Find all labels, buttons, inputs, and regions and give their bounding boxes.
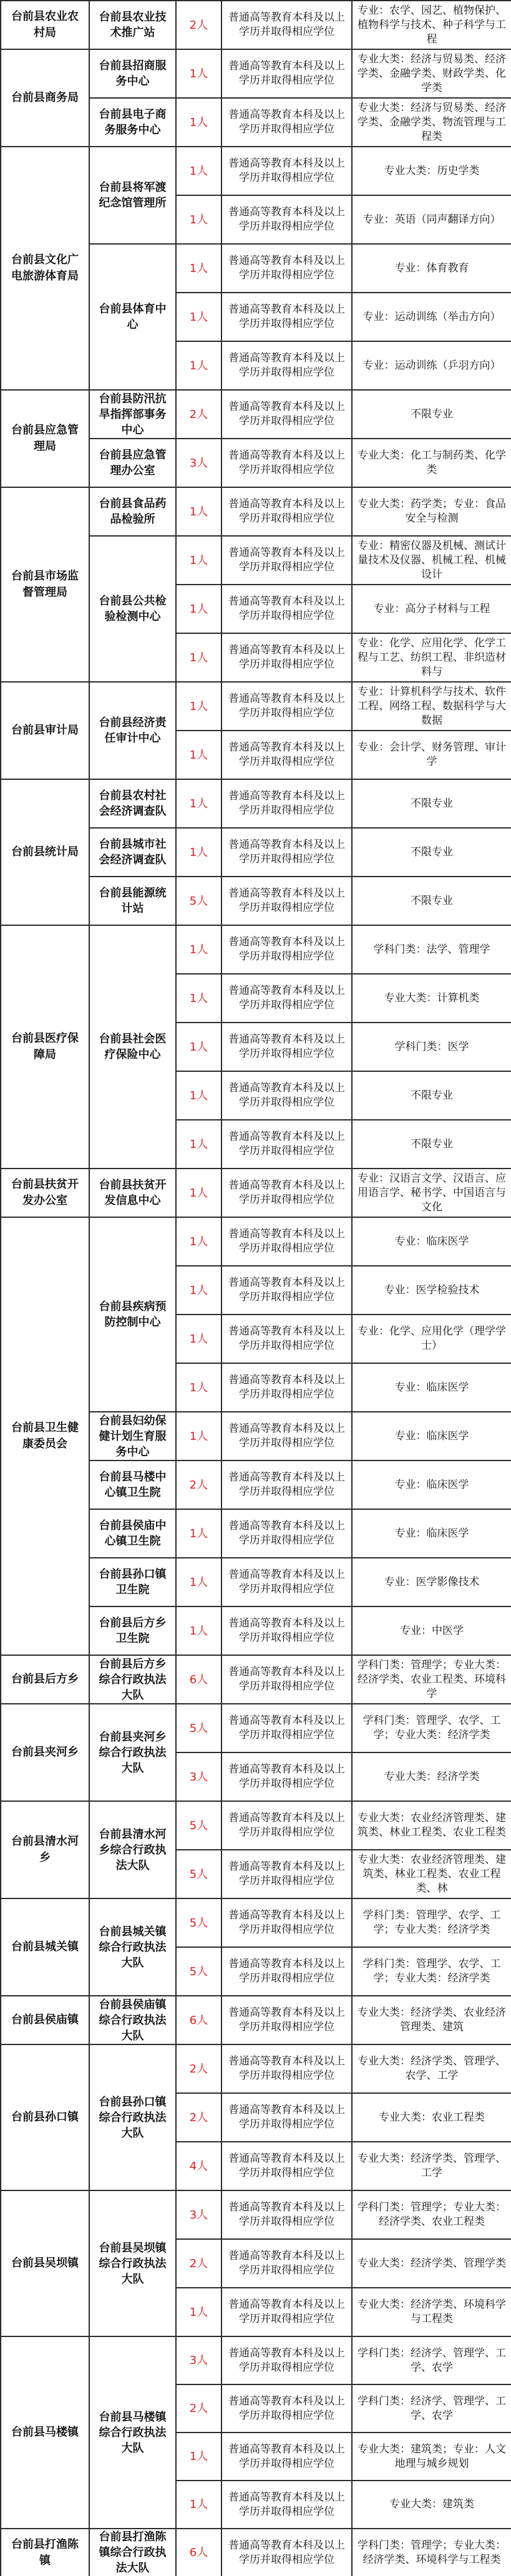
table-row bbox=[1, 147, 511, 195]
department-cell: 台前县文化广电旅游体育局 bbox=[1, 147, 89, 390]
unit-cell: 台前县妇幼保健计划生育服务中心 bbox=[89, 1412, 176, 1461]
headcount-cell: 6人 bbox=[176, 1996, 221, 2044]
major-cell: 专业：精密仪器及机械、测试计量技术及仪器、机械工程、机械设计 bbox=[352, 536, 511, 585]
department-cell: 台前县卫生健康委员会 bbox=[1, 1217, 89, 1655]
education-cell: 普通高等教育本科及以上学历并取得相应学位 bbox=[221, 2142, 352, 2190]
major-cell: 专业：计算机科学与技术、软件工程、网络工程、数据科学与大数据 bbox=[352, 682, 511, 731]
unit-cell: 台前县农村社会经济调查队 bbox=[89, 779, 176, 828]
education-cell: 普通高等教育本科及以上学历并取得相应学位 bbox=[221, 1558, 352, 1606]
table-row bbox=[1, 1704, 511, 1752]
education-cell: 普通高等教育本科及以上学历并取得相应学位 bbox=[221, 1315, 352, 1363]
department-cell: 台前县医疗保障局 bbox=[1, 925, 89, 1169]
headcount-cell: 6人 bbox=[176, 1655, 221, 1704]
major-cell: 专业：高分子材料与工程 bbox=[352, 585, 511, 633]
major-cell: 专业：中医学 bbox=[352, 1606, 511, 1655]
unit-cell: 台前县疾病预防控制中心 bbox=[89, 1217, 176, 1412]
education-cell: 普通高等教育本科及以上学历并取得相应学位 bbox=[221, 877, 352, 925]
education-cell: 普通高等教育本科及以上学历并取得相应学位 bbox=[221, 1412, 352, 1461]
major-cell: 专业大类：化工与制药类、化学类 bbox=[352, 439, 511, 487]
headcount-cell: 1人 bbox=[176, 633, 221, 682]
education-cell: 普通高等教育本科及以上学历并取得相应学位 bbox=[221, 1704, 352, 1752]
unit-cell: 台前县马楼中心镇卫生院 bbox=[89, 1461, 176, 1509]
unit-cell: 台前县后方乡卫生院 bbox=[89, 1606, 176, 1655]
major-cell: 专业：体育教育 bbox=[352, 244, 511, 293]
headcount-cell: 5人 bbox=[176, 1801, 221, 1850]
education-cell: 普通高等教育本科及以上学历并取得相应学位 bbox=[221, 2336, 352, 2384]
major-cell: 专业大类：经济学类、环境科学与工程类 bbox=[352, 2288, 511, 2336]
department-cell: 台前县吴坝镇 bbox=[1, 2190, 89, 2336]
education-cell: 普通高等教育本科及以上学历并取得相应学位 bbox=[221, 195, 352, 244]
headcount-cell: 1人 bbox=[176, 779, 221, 828]
education-cell: 普通高等教育本科及以上学历并取得相应学位 bbox=[221, 1071, 352, 1120]
major-cell: 专业：医学检验技术 bbox=[352, 1266, 511, 1315]
major-cell: 不限专业 bbox=[352, 779, 511, 828]
education-cell: 普通高等教育本科及以上学历并取得相应学位 bbox=[221, 439, 352, 487]
table-row bbox=[1, 682, 511, 731]
education-cell: 普通高等教育本科及以上学历并取得相应学位 bbox=[221, 1655, 352, 1704]
major-cell: 专业：临床医学 bbox=[352, 1412, 511, 1461]
headcount-cell: 1人 bbox=[176, 1509, 221, 1558]
unit-cell: 台前县农业技术推广站 bbox=[89, 1, 176, 49]
major-cell: 不限专业 bbox=[352, 828, 511, 877]
education-cell: 普通高等教育本科及以上学历并取得相应学位 bbox=[221, 390, 352, 439]
unit-cell: 台前县防汛抗旱指挥部事务中心 bbox=[89, 390, 176, 439]
headcount-cell: 1人 bbox=[176, 487, 221, 536]
education-cell: 普通高等教育本科及以上学历并取得相应学位 bbox=[221, 585, 352, 633]
education-cell: 普通高等教育本科及以上学历并取得相应学位 bbox=[221, 2288, 352, 2336]
table-row bbox=[1, 2529, 511, 2576]
headcount-cell: 3人 bbox=[176, 2336, 221, 2384]
table-body bbox=[1, 1, 511, 2576]
headcount-cell: 1人 bbox=[176, 2288, 221, 2336]
education-cell: 普通高等教育本科及以上学历并取得相应学位 bbox=[221, 49, 352, 98]
table-row bbox=[1, 1898, 511, 1947]
unit-cell: 台前县孙口镇综合行政执法大队 bbox=[89, 2044, 176, 2190]
headcount-cell: 1人 bbox=[176, 2433, 221, 2481]
headcount-cell: 3人 bbox=[176, 2190, 221, 2239]
headcount-cell: 1人 bbox=[176, 1120, 221, 1169]
education-cell: 普通高等教育本科及以上学历并取得相应学位 bbox=[221, 1801, 352, 1850]
education-cell: 普通高等教育本科及以上学历并取得相应学位 bbox=[221, 1363, 352, 1412]
education-cell: 普通高等教育本科及以上学历并取得相应学位 bbox=[221, 341, 352, 390]
department-cell: 台前县侯庙镇 bbox=[1, 1996, 89, 2044]
major-cell: 专业：运动训练（乒羽方向） bbox=[352, 341, 511, 390]
education-cell: 普通高等教育本科及以上学历并取得相应学位 bbox=[221, 1266, 352, 1315]
department-cell: 台前县农业农村局 bbox=[1, 1, 89, 49]
education-cell: 普通高等教育本科及以上学历并取得相应学位 bbox=[221, 1509, 352, 1558]
department-cell: 台前县市场监督管理局 bbox=[1, 487, 89, 682]
headcount-cell: 1人 bbox=[176, 2481, 221, 2529]
headcount-cell: 2人 bbox=[176, 1461, 221, 1509]
unit-cell: 台前县吴坝镇综合行政执法大队 bbox=[89, 2190, 176, 2336]
headcount-cell: 1人 bbox=[176, 147, 221, 195]
education-cell: 普通高等教育本科及以上学历并取得相应学位 bbox=[221, 1169, 352, 1217]
headcount-cell: 1人 bbox=[176, 682, 221, 731]
headcount-cell: 1人 bbox=[176, 1071, 221, 1120]
department-cell: 台前县打渔陈镇 bbox=[1, 2529, 89, 2576]
table-row bbox=[1, 1217, 511, 1266]
major-cell: 专业：临床医学 bbox=[352, 1509, 511, 1558]
headcount-cell: 2人 bbox=[176, 2239, 221, 2288]
education-cell: 普通高等教育本科及以上学历并取得相应学位 bbox=[221, 1898, 352, 1947]
headcount-cell: 5人 bbox=[176, 1947, 221, 1996]
major-cell: 专业大类：经济学类、管理学、工学 bbox=[352, 2142, 511, 2190]
unit-cell: 台前县体育中心 bbox=[89, 244, 176, 390]
table-row bbox=[1, 1801, 511, 1850]
education-cell: 普通高等教育本科及以上学历并取得相应学位 bbox=[221, 1023, 352, 1071]
education-cell: 普通高等教育本科及以上学历并取得相应学位 bbox=[221, 1947, 352, 1996]
headcount-cell: 2人 bbox=[176, 2384, 221, 2433]
headcount-cell: 1人 bbox=[176, 1169, 221, 1217]
education-cell: 普通高等教育本科及以上学历并取得相应学位 bbox=[221, 1, 352, 49]
unit-cell: 台前县侯庙镇综合行政执法大队 bbox=[89, 1996, 176, 2044]
major-cell: 学科门类：管理学、农学、工学；专业大类：经济学类 bbox=[352, 1947, 511, 1996]
education-cell: 普通高等教育本科及以上学历并取得相应学位 bbox=[221, 828, 352, 877]
major-cell: 专业大类：农业经济管理类、建筑类、林业工程类、农业工程类、林 bbox=[352, 1850, 511, 1898]
headcount-cell: 1人 bbox=[176, 585, 221, 633]
unit-cell: 台前县公共检验检测中心 bbox=[89, 536, 176, 682]
headcount-cell: 1人 bbox=[176, 244, 221, 293]
education-cell: 普通高等教育本科及以上学历并取得相应学位 bbox=[221, 2384, 352, 2433]
major-cell: 学科门类：法学、管理学 bbox=[352, 925, 511, 974]
department-cell: 台前县统计局 bbox=[1, 779, 89, 925]
headcount-cell: 6人 bbox=[176, 2529, 221, 2576]
education-cell: 普通高等教育本科及以上学历并取得相应学位 bbox=[221, 2190, 352, 2239]
table-row bbox=[1, 49, 511, 98]
headcount-cell: 1人 bbox=[176, 1315, 221, 1363]
education-cell: 普通高等教育本科及以上学历并取得相应学位 bbox=[221, 1996, 352, 2044]
headcount-cell: 4人 bbox=[176, 2142, 221, 2190]
unit-cell: 台前县侯庙中心镇卫生院 bbox=[89, 1509, 176, 1558]
education-cell: 普通高等教育本科及以上学历并取得相应学位 bbox=[221, 2093, 352, 2142]
major-cell: 专业：会计学、财务管理、审计学 bbox=[352, 731, 511, 779]
major-cell: 专业大类：经济与贸易类、经济学类、金融学类、物流管理与工程类 bbox=[352, 98, 511, 147]
table-row bbox=[1, 1655, 511, 1704]
major-cell: 学科门类：经济学、管理学、工学、农学 bbox=[352, 2384, 511, 2433]
major-cell: 专业：临床医学 bbox=[352, 1363, 511, 1412]
major-cell: 专业：英语（同声翻译方向） bbox=[352, 195, 511, 244]
education-cell: 普通高等教育本科及以上学历并取得相应学位 bbox=[221, 1752, 352, 1801]
education-cell: 普通高等教育本科及以上学历并取得相应学位 bbox=[221, 2239, 352, 2288]
headcount-cell: 1人 bbox=[176, 341, 221, 390]
major-cell: 专业：农学、园艺、植物保护、植物科学与技术、种子科学与工程 bbox=[352, 1, 511, 49]
major-cell: 专业大类：经济学类、农业经济管理类、建筑 bbox=[352, 1996, 511, 2044]
education-cell: 普通高等教育本科及以上学历并取得相应学位 bbox=[221, 98, 352, 147]
headcount-cell: 5人 bbox=[176, 1898, 221, 1947]
education-cell: 普通高等教育本科及以上学历并取得相应学位 bbox=[221, 2529, 352, 2576]
education-cell: 普通高等教育本科及以上学历并取得相应学位 bbox=[221, 731, 352, 779]
headcount-cell: 5人 bbox=[176, 877, 221, 925]
major-cell: 学科门类：管理学、农学、工学；专业大类：经济学类 bbox=[352, 1704, 511, 1752]
unit-cell: 台前县城关镇综合行政执法大队 bbox=[89, 1898, 176, 1996]
unit-cell: 台前县清水河乡综合行政执法大队 bbox=[89, 1801, 176, 1898]
unit-cell: 台前县食品药品检验所 bbox=[89, 487, 176, 536]
headcount-cell: 1人 bbox=[176, 195, 221, 244]
table-row bbox=[1, 2190, 511, 2239]
headcount-cell: 1人 bbox=[176, 1023, 221, 1071]
unit-cell: 台前县经济责任审计中心 bbox=[89, 682, 176, 779]
headcount-cell: 1人 bbox=[176, 1412, 221, 1461]
education-cell: 普通高等教育本科及以上学历并取得相应学位 bbox=[221, 536, 352, 585]
education-cell: 普通高等教育本科及以上学历并取得相应学位 bbox=[221, 633, 352, 682]
department-cell: 台前县应急管理局 bbox=[1, 390, 89, 487]
major-cell: 不限专业 bbox=[352, 390, 511, 439]
department-cell: 台前县夹河乡 bbox=[1, 1704, 89, 1801]
headcount-cell: 1人 bbox=[176, 98, 221, 147]
table-row bbox=[1, 779, 511, 828]
department-cell: 台前县商务局 bbox=[1, 49, 89, 147]
major-cell: 专业大类：建筑类；专业：人文地理与城乡规划 bbox=[352, 2433, 511, 2481]
major-cell: 学科门类：管理学；专业大类：经济学类、环境科学与工程类 bbox=[352, 2529, 511, 2576]
unit-cell: 台前县城市社会经济调查队 bbox=[89, 828, 176, 877]
major-cell: 专业大类：经济学类、管理学、农学、工学 bbox=[352, 2044, 511, 2093]
major-cell: 专业大类：农业经济管理类、建筑类、林业工程类、农业工程类 bbox=[352, 1801, 511, 1850]
education-cell: 普通高等教育本科及以上学历并取得相应学位 bbox=[221, 293, 352, 341]
department-cell: 台前县城关镇 bbox=[1, 1898, 89, 1996]
education-cell: 普通高等教育本科及以上学历并取得相应学位 bbox=[221, 2044, 352, 2093]
major-cell: 专业：汉语言文学、汉语言、应用语言学、秘书学、中国语言与文化 bbox=[352, 1169, 511, 1217]
department-cell: 台前县后方乡 bbox=[1, 1655, 89, 1704]
headcount-cell: 3人 bbox=[176, 1752, 221, 1801]
major-cell: 专业大类：药学类；专业：食品安全与检测 bbox=[352, 487, 511, 536]
major-cell: 专业：化学、应用化学（理学学士） bbox=[352, 1315, 511, 1363]
education-cell: 普通高等教育本科及以上学历并取得相应学位 bbox=[221, 925, 352, 974]
major-cell: 不限专业 bbox=[352, 1071, 511, 1120]
major-cell: 专业：临床医学 bbox=[352, 1217, 511, 1266]
major-cell: 不限专业 bbox=[352, 1120, 511, 1169]
department-cell: 台前县审计局 bbox=[1, 682, 89, 779]
headcount-cell: 2人 bbox=[176, 390, 221, 439]
headcount-cell: 5人 bbox=[176, 1704, 221, 1752]
headcount-cell: 1人 bbox=[176, 1266, 221, 1315]
headcount-cell: 1人 bbox=[176, 1606, 221, 1655]
table-row bbox=[1, 1169, 511, 1217]
unit-cell: 台前县夹河乡综合行政执法大队 bbox=[89, 1704, 176, 1801]
education-cell: 普通高等教育本科及以上学历并取得相应学位 bbox=[221, 1217, 352, 1266]
education-cell: 普通高等教育本科及以上学历并取得相应学位 bbox=[221, 2481, 352, 2529]
education-cell: 普通高等教育本科及以上学历并取得相应学位 bbox=[221, 779, 352, 828]
major-cell: 学科门类：管理学；专业大类：经济学类、农业工程类、环境科学 bbox=[352, 1655, 511, 1704]
unit-cell: 台前县后方乡综合行政执法大队 bbox=[89, 1655, 176, 1704]
education-cell: 普通高等教育本科及以上学历并取得相应学位 bbox=[221, 147, 352, 195]
headcount-cell: 1人 bbox=[176, 731, 221, 779]
department-cell: 台前县清水河乡 bbox=[1, 1801, 89, 1898]
major-cell: 专业：临床医学 bbox=[352, 1461, 511, 1509]
table-row bbox=[1, 1996, 511, 2044]
department-cell: 台前县马楼镇 bbox=[1, 2336, 89, 2529]
major-cell: 专业大类：建筑类 bbox=[352, 2481, 511, 2529]
headcount-cell: 2人 bbox=[176, 2093, 221, 2142]
major-cell: 专业大类：经济学类 bbox=[352, 1752, 511, 1801]
department-cell: 台前县孙口镇 bbox=[1, 2044, 89, 2190]
education-cell: 普通高等教育本科及以上学历并取得相应学位 bbox=[221, 1461, 352, 1509]
unit-cell: 台前县扶贫开发信息中心 bbox=[89, 1169, 176, 1217]
major-cell: 学科门类：经济学、管理学、工学、农学 bbox=[352, 2336, 511, 2384]
table-row bbox=[1, 390, 511, 439]
education-cell: 普通高等教育本科及以上学历并取得相应学位 bbox=[221, 487, 352, 536]
headcount-cell: 1人 bbox=[176, 536, 221, 585]
headcount-cell: 2人 bbox=[176, 1, 221, 49]
major-cell: 专业大类：经济学类、管理学类 bbox=[352, 2239, 511, 2288]
department-cell: 台前县扶贫开发办公室 bbox=[1, 1169, 89, 1217]
table-row bbox=[1, 2044, 511, 2093]
major-cell: 专业：运动训练（举击方向） bbox=[352, 293, 511, 341]
headcount-cell: 2人 bbox=[176, 2044, 221, 2093]
major-cell: 专业大类：历史学类 bbox=[352, 147, 511, 195]
education-cell: 普通高等教育本科及以上学历并取得相应学位 bbox=[221, 244, 352, 293]
education-cell: 普通高等教育本科及以上学历并取得相应学位 bbox=[221, 1850, 352, 1898]
unit-cell: 台前县社会医疗保险中心 bbox=[89, 925, 176, 1169]
major-cell: 学科门类：医学 bbox=[352, 1023, 511, 1071]
headcount-cell: 5人 bbox=[176, 1850, 221, 1898]
major-cell: 专业大类：经济与贸易类、经济学类、金融学类、财政学类、化学类 bbox=[352, 49, 511, 98]
table-row bbox=[1, 925, 511, 974]
major-cell: 专业大类：计算机类 bbox=[352, 974, 511, 1023]
headcount-cell: 1人 bbox=[176, 828, 221, 877]
unit-cell: 台前县马楼镇综合行政执法大队 bbox=[89, 2336, 176, 2529]
education-cell: 普通高等教育本科及以上学历并取得相应学位 bbox=[221, 1120, 352, 1169]
unit-cell: 台前县应急管理办公室 bbox=[89, 439, 176, 487]
headcount-cell: 1人 bbox=[176, 293, 221, 341]
headcount-cell: 1人 bbox=[176, 974, 221, 1023]
table-row bbox=[1, 1, 511, 49]
unit-cell: 台前县能源统计站 bbox=[89, 877, 176, 925]
headcount-cell: 1人 bbox=[176, 49, 221, 98]
major-cell: 不限专业 bbox=[352, 877, 511, 925]
table-row bbox=[1, 2336, 511, 2384]
education-cell: 普通高等教育本科及以上学历并取得相应学位 bbox=[221, 1606, 352, 1655]
unit-cell: 台前县将军渡纪念馆管理所 bbox=[89, 147, 176, 244]
headcount-cell: 1人 bbox=[176, 1558, 221, 1606]
major-cell: 专业：医学影像技术 bbox=[352, 1558, 511, 1606]
major-cell: 专业：化学、应用化学、化学工程与工艺、纺织工程、非织造材料与 bbox=[352, 633, 511, 682]
education-cell: 普通高等教育本科及以上学历并取得相应学位 bbox=[221, 974, 352, 1023]
table-row bbox=[1, 487, 511, 536]
unit-cell: 台前县电子商务服务中心 bbox=[89, 98, 176, 147]
unit-cell: 台前县招商服务中心 bbox=[89, 49, 176, 98]
major-cell: 学科门类：管理学、农学、工学；专业大类：经济学类 bbox=[352, 1898, 511, 1947]
headcount-cell: 3人 bbox=[176, 439, 221, 487]
headcount-cell: 1人 bbox=[176, 925, 221, 974]
unit-cell: 台前县打渔陈镇综合行政执法大队 bbox=[89, 2529, 176, 2576]
headcount-cell: 1人 bbox=[176, 1217, 221, 1266]
headcount-cell: 1人 bbox=[176, 1363, 221, 1412]
education-cell: 普通高等教育本科及以上学历并取得相应学位 bbox=[221, 2433, 352, 2481]
unit-cell: 台前县孙口镇卫生院 bbox=[89, 1558, 176, 1606]
major-cell: 学科门类：管理学；专业大类：经济学类、农业工程类 bbox=[352, 2190, 511, 2239]
major-cell: 专业大类：农业工程类 bbox=[352, 2093, 511, 2142]
education-cell: 普通高等教育本科及以上学历并取得相应学位 bbox=[221, 682, 352, 731]
